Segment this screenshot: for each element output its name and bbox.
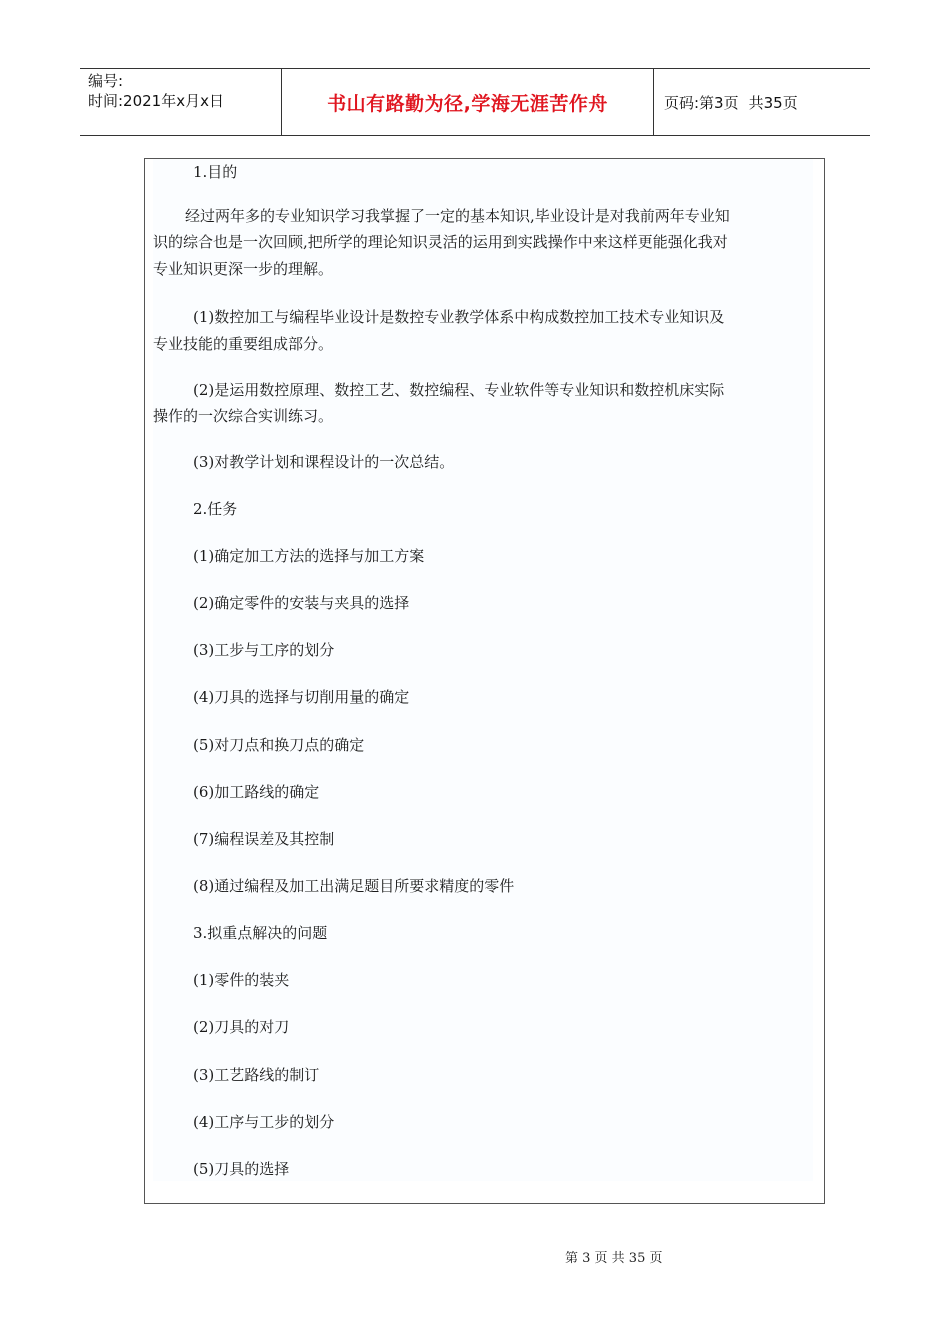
footer-page-number: 第 3 页 共 35 页 <box>565 1251 663 1266</box>
paragraph-line: (3)对教学计划和课程设计的一次总结。 <box>193 453 455 471</box>
section-1-heading: 1.目的 <box>193 163 238 181</box>
issue-item: (4)工序与工步的划分 <box>193 1113 335 1131</box>
document-header <box>80 68 870 136</box>
task-item: (2)确定零件的安装与夹具的选择 <box>193 594 410 612</box>
document-number-label: 编号: <box>88 72 124 90</box>
task-item: (3)工步与工序的划分 <box>193 641 335 659</box>
task-item: (7)编程误差及其控制 <box>193 830 335 848</box>
paragraph-line: (1)数控加工与编程毕业设计是数控专业教学体系中构成数控加工技术专业知识及 <box>193 308 725 326</box>
header-motto: 书山有路勤为径,学海无涯苦作舟 <box>282 69 654 135</box>
task-item: (4)刀具的选择与切削用量的确定 <box>193 688 410 706</box>
task-item: (8)通过编程及加工出满足题目所要求精度的零件 <box>193 877 515 895</box>
paragraph-line: 经过两年多的专业知识学习我掌握了一定的基本知识,毕业设计是对我前两年专业知 <box>185 207 730 225</box>
header-page-cell <box>654 69 870 135</box>
paragraph-line: 操作的一次综合实训练习。 <box>153 407 334 425</box>
paragraph-line: (2)是运用数控原理、数控工艺、数控编程、专业软件等专业知识和数控机床实际 <box>193 381 725 399</box>
header-total-label: 共35页 <box>748 93 798 112</box>
section-2-heading: 2.任务 <box>193 500 238 518</box>
task-item: (6)加工路线的确定 <box>193 783 320 801</box>
content-frame <box>144 158 825 1204</box>
paragraph-line: 专业技能的重要组成部分。 <box>153 335 334 353</box>
task-item: (1)确定加工方法的选择与加工方案 <box>193 547 425 565</box>
paragraph-line: 专业知识更深一步的理解。 <box>153 260 334 278</box>
issue-item: (3)工艺路线的制订 <box>193 1066 320 1084</box>
paragraph-line: 识的综合也是一次回顾,把所学的理论知识灵活的运用到实践操作中来这样更能强化我对 <box>153 233 728 251</box>
issue-item: (5)刀具的选择 <box>193 1160 290 1178</box>
content-body <box>153 159 813 1181</box>
header-meta-cell <box>80 69 282 135</box>
issue-item: (2)刀具的对刀 <box>193 1018 290 1036</box>
section-3-heading: 3.拟重点解决的问题 <box>193 924 328 942</box>
document-date-label: 时间:2021年x月x日 <box>88 92 224 110</box>
issue-item: (1)零件的装夹 <box>193 971 290 989</box>
task-item: (5)对刀点和换刀点的确定 <box>193 736 365 754</box>
header-page-label: 页码:第3页 <box>664 93 739 112</box>
